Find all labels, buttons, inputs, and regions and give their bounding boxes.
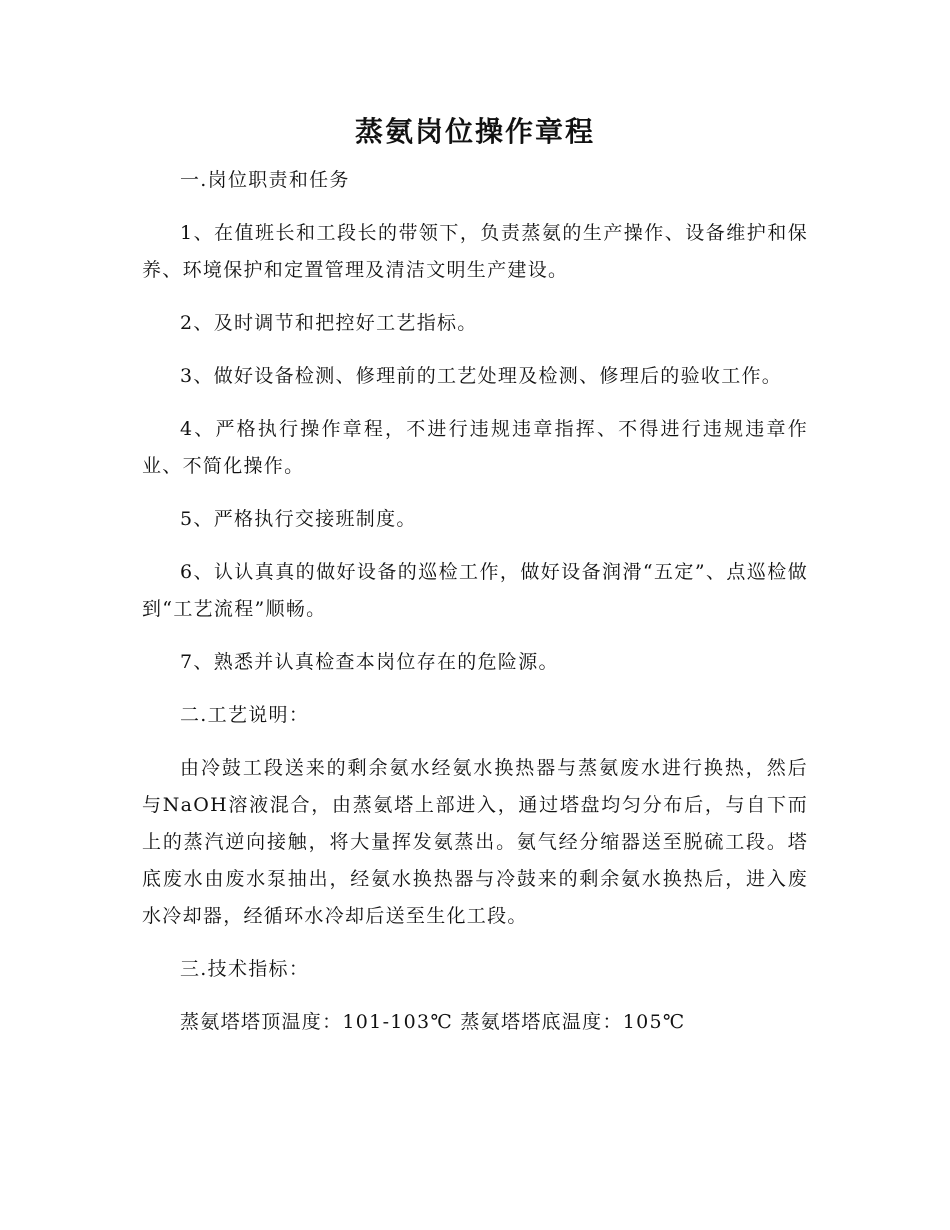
duty-item-3: 3、做好设备检测、修理前的工艺处理及检测、修理后的验收工作。 [180, 365, 783, 387]
section-heading-duties: 一.岗位职责和任务 [180, 169, 350, 191]
section-heading-process: 二.工艺说明： [180, 704, 310, 726]
document-title: 蒸氨岗位操作章程 [354, 115, 595, 148]
process-description: 由冷鼓工段送来的剩余氨水经氨水换热器与蒸氨废水进行换热，然后与NaOH溶液混合，由蒸氨塔上部进入，通过塔盘均匀分布后，与自下而上的蒸汽逆向接触，将大量挥发氨蒸出。氨气经分缩器送至脱硫工段。塔底废水由废水泵抽出，经氨水换热器与冷鼓来的剩余氨水换热后，进入废水冷却器，经循环水冷却后送至生化工段。 [142, 757, 808, 927]
duty-item-1: 1、在值班长和工段长的带领下，负责蒸氨的生产操作、设备维护和保养、环境保护和定置管理及清洁文明生产建设。 [142, 222, 808, 281]
duty-item-7: 7、熟悉并认真检查本岗位存在的危险源。 [180, 651, 559, 673]
duty-item-4: 4、严格执行操作章程，不进行违规违章指挥、不得进行违规违章作业、不简化操作。 [142, 418, 808, 477]
duty-item-2: 2、及时调节和把控好工艺指标。 [180, 312, 478, 334]
duty-item-5: 5、严格执行交接班制度。 [180, 508, 417, 530]
document-body [142, 112, 808, 1057]
spec-temperatures: 蒸氨塔塔顶温度：101-103℃ 蒸氨塔塔底温度：105℃ [180, 1011, 686, 1033]
section-heading-specs: 三.技术指标： [180, 958, 310, 980]
duty-item-6: 6、认认真真的做好设备的巡检工作，做好设备润滑“五定”、点巡检做到“工艺流程”顺畅。 [142, 561, 808, 620]
